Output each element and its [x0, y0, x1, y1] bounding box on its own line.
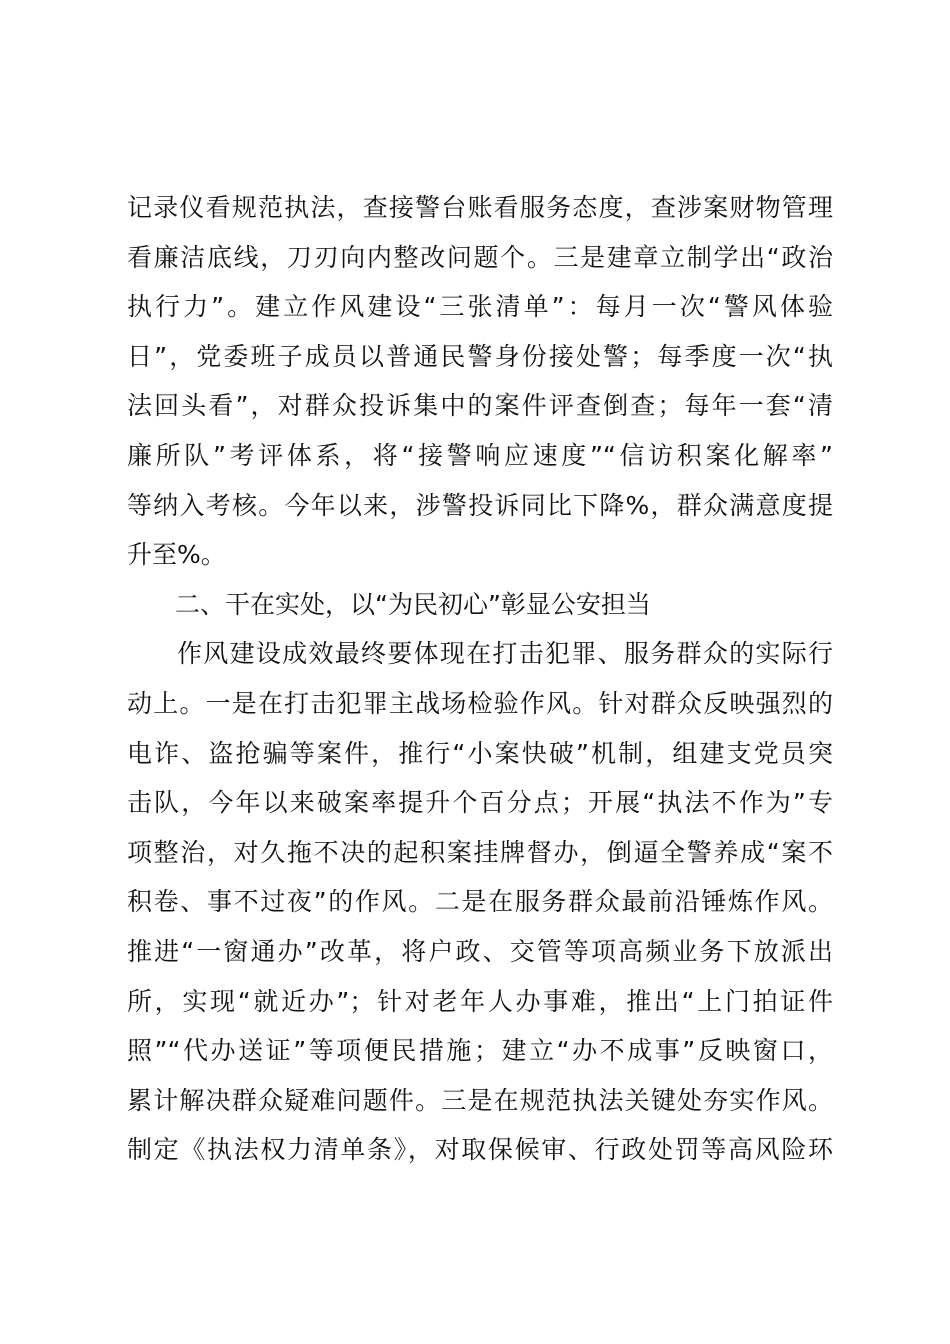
text-line-19: 累计解决群众疑难问题件。三是在规范执法关键处夯实作风。: [127, 1085, 833, 1115]
text-line-16: 推进“一窗通办”改革，将户政、交管等项高频业务下放派出: [127, 936, 833, 966]
text-line-5: 法回头看”，对群众投诉集中的案件评查倒查；每年一套“清: [127, 391, 833, 421]
text-line-2: 看廉洁底线，刀刃向内整改问题个。三是建章立制学出“政治: [127, 242, 833, 272]
text-line-14: 项整治，对久拖不决的起积案挂牌督办，倒逼全警养成“案不: [127, 837, 833, 867]
text-line-4: 日”，党委班子成员以普通民警身份接处警；每季度一次“执: [127, 341, 833, 371]
text-line-20: 制定《执法权力清单条》，对取保候审、行政处罚等高风险环: [127, 1135, 833, 1165]
text-line-15: 积卷、事不过夜”的作风。二是在服务群众最前沿锤炼作风。: [127, 887, 833, 917]
section-heading: 二、干在实处，以“为民初心”彰显公安担当: [175, 589, 651, 619]
text-line-6: 廉所队”考评体系，将“接警响应速度”“信访积案化解率”: [127, 440, 833, 470]
text-line-11: 动上。一是在打击犯罪主战场检验作风。针对群众反映强烈的: [127, 688, 833, 718]
text-line-12: 电诈、盗抢骗等案件，推行“小案快破”机制，组建支党员突: [127, 738, 833, 768]
text-line-8: 升至%。: [127, 540, 226, 570]
text-line-1: 记录仪看规范执法，查接警台账看服务态度，查涉案财物管理: [127, 193, 833, 222]
text-line-13: 击队，今年以来破案率提升个百分点；开展“执法不作为”专: [127, 788, 833, 818]
text-line-7: 等纳入考核。今年以来，涉警投诉同比下降%，群众满意度提: [127, 490, 833, 520]
text-line-17: 所，实现“就近办”；针对老年人办事难，推出“上门拍证件: [127, 986, 833, 1016]
text-line-3: 执行力”。建立作风建设“三张清单”：每月一次“警风体验: [127, 292, 833, 322]
body-text: [127, 183, 833, 1175]
text-line-18: 照”“代办送证”等项便民措施；建立“办不成事”反映窗口，: [127, 1036, 833, 1066]
text-line-10: 作风建设成效最终要体现在打击犯罪、服务群众的实际行: [177, 639, 833, 669]
